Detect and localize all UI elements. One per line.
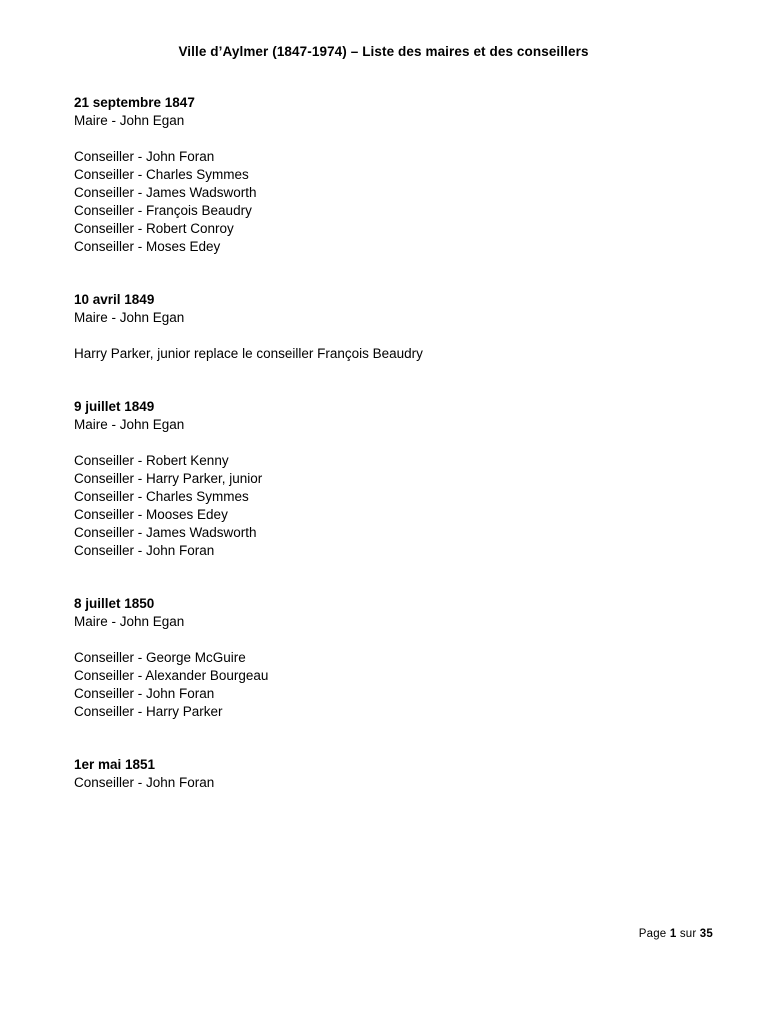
councillor-line: Conseiller - Moses Edey xyxy=(74,239,221,254)
spacer xyxy=(74,560,694,595)
entry-block xyxy=(74,756,694,792)
councillor-line: Conseiller - George McGuire xyxy=(74,650,246,665)
spacer xyxy=(74,434,694,452)
entry-mayor: Maire - John Egan xyxy=(74,113,185,128)
councillor-line: Conseiller - John Foran xyxy=(74,775,215,790)
councillor-line: Conseiller - Charles Symmes xyxy=(74,167,249,182)
councillor-line: Conseiller - James Wadsworth xyxy=(74,525,257,540)
councillor-line: Conseiller - John Foran xyxy=(74,543,215,558)
entry-block xyxy=(74,398,694,560)
councillor-line: Conseiller - François Beaudry xyxy=(74,203,252,218)
councillor-line: Conseiller - James Wadsworth xyxy=(74,185,257,200)
councillor-line: Conseiller - Harry Parker, junior xyxy=(74,471,263,486)
footer-page-number: 1 xyxy=(669,928,677,940)
spacer xyxy=(74,363,694,398)
document-body xyxy=(74,94,694,792)
spacer xyxy=(74,327,694,345)
entry-block xyxy=(74,94,694,256)
entry-block xyxy=(74,291,694,363)
entry-note: Harry Parker, junior replace le conseiller François Beaudry xyxy=(74,346,423,361)
councillor-line: Conseiller - Mooses Edey xyxy=(74,507,228,522)
entry-date: 8 juillet 1850 xyxy=(74,596,155,611)
entry-mayor: Maire - John Egan xyxy=(74,417,185,432)
councillor-line: Conseiller - Alexander Bourgeau xyxy=(74,668,269,683)
councillor-line: Conseiller - John Foran xyxy=(74,686,215,701)
councillor-line: Conseiller - Robert Conroy xyxy=(74,221,234,236)
entry-date: 21 septembre 1847 xyxy=(74,95,195,110)
spacer xyxy=(74,256,694,291)
spacer xyxy=(74,631,694,649)
councillor-line: Conseiller - John Foran xyxy=(74,149,215,164)
spacer xyxy=(74,130,694,148)
footer-prefix: Page xyxy=(638,928,670,940)
entry-date: 10 avril 1849 xyxy=(74,292,155,307)
entry-mayor: Maire - John Egan xyxy=(74,310,185,325)
entry-date: 9 juillet 1849 xyxy=(74,399,155,414)
councillor-line: Conseiller - Robert Kenny xyxy=(74,453,229,468)
entry-block xyxy=(74,595,694,721)
spacer xyxy=(74,721,694,756)
page-title: Ville d’Aylmer (1847-1974) – Liste des maires et des conseillers xyxy=(178,44,589,59)
entry-date: 1er mai 1851 xyxy=(74,757,156,772)
entry-mayor: Maire - John Egan xyxy=(74,614,185,629)
footer-total-pages: 35 xyxy=(699,928,713,940)
footer-middle: sur xyxy=(676,928,700,940)
councillor-line: Conseiller - Charles Symmes xyxy=(74,489,249,504)
page-footer xyxy=(639,928,713,940)
councillor-line: Conseiller - Harry Parker xyxy=(74,704,223,719)
